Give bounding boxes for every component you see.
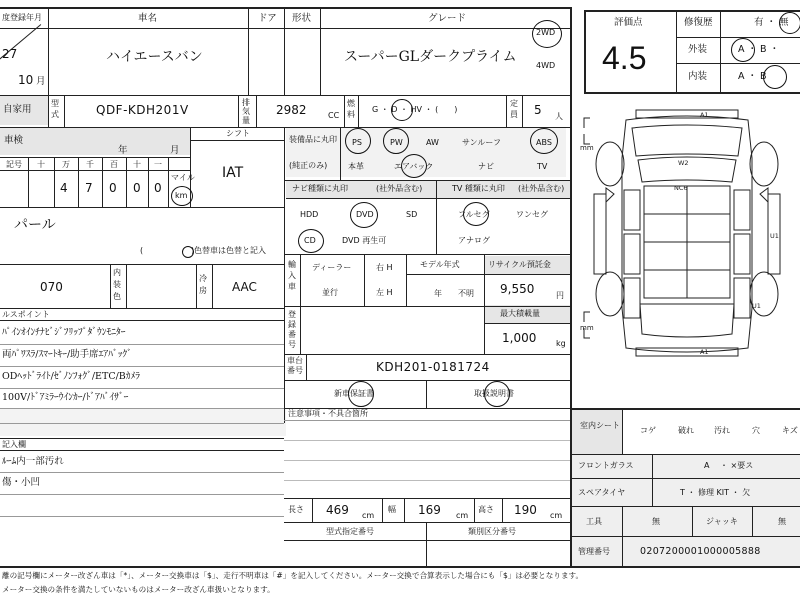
sales-line-1: ﾊﾟｲﾝｵｲﾝﾁﾅﾋﾞｼﾞﾌﾘｯﾌﾟﾀﾞｳﾝﾓﾆﾀｰ	[2, 327, 126, 338]
reg-month-unit: 月	[36, 76, 46, 87]
fuel-label: 燃料	[347, 99, 355, 119]
fuel-options: G ・ D ・ HV ・ ( )	[372, 105, 458, 114]
footer-note-2: メーター交換の条件を満たしていないものはメーター改ざん車扱いとなります。	[2, 585, 275, 594]
pw-circle	[383, 128, 409, 154]
mileage-col-2: 万	[62, 160, 70, 169]
max-load-unit: kg	[556, 339, 566, 348]
import-left-h: 左 H	[376, 288, 393, 297]
interior-color-label: 内装色	[113, 268, 121, 301]
inspection-month-unit: 月	[170, 145, 180, 156]
mileage-digit-5: 0	[154, 181, 162, 195]
tv-type-sub: (社外品含む)	[518, 184, 565, 193]
height-label: 高さ	[478, 505, 494, 514]
score-value: 4.5	[602, 40, 647, 76]
length-value: 469	[326, 503, 349, 517]
width-label: 幅	[388, 505, 396, 514]
dvd-circle	[350, 202, 378, 228]
warranty-circle	[348, 381, 374, 407]
interior-label: 内装	[688, 71, 708, 82]
height-unit: cm	[550, 511, 563, 520]
grade-value: スーパーGLダークプライム	[344, 49, 517, 65]
room-yogore: 汚れ	[714, 426, 730, 435]
exterior-circle	[731, 38, 755, 62]
max-load-label: 最大積載量	[500, 309, 540, 318]
room-seat-label: 室内シート	[580, 421, 620, 430]
equip-leather: 本革	[348, 162, 364, 171]
door-label: ドア	[258, 13, 277, 24]
displacement-label: 排気量	[242, 98, 250, 125]
caution-label: 注意事項・不具合箇所	[288, 409, 368, 418]
recycle-label: リサイクル預託金	[488, 260, 551, 269]
reg-no-label: 登録番号	[288, 310, 296, 349]
shift-value: IAT	[222, 165, 244, 181]
fullseg-circle	[463, 202, 489, 226]
mm-label-top: mm	[580, 144, 594, 152]
shift-label: シフト	[226, 129, 250, 138]
reg-year-label: 度登録年月	[2, 13, 42, 22]
notes-line-2: 傷・小凹	[2, 477, 41, 488]
model-label: 型式	[51, 99, 59, 119]
displacement-value: 2982	[276, 103, 307, 117]
mileage-col-4: 百	[110, 160, 118, 169]
airbag-circle	[401, 154, 427, 178]
tools-bg	[572, 506, 800, 536]
repair-label: 修復歴	[684, 17, 713, 28]
drive-4wd: 4WD	[536, 61, 556, 70]
equipment-sublabel: (純正のみ)	[289, 161, 328, 170]
cd-circle	[298, 229, 324, 253]
equip-pw: PW	[390, 138, 403, 147]
import-label: 輸入車	[288, 260, 296, 291]
tools-value: 無	[652, 517, 660, 526]
capacity-unit: 人	[555, 112, 563, 121]
fuel-circle	[391, 99, 413, 121]
sales-line-3: ODﾍｯﾄﾞﾗｲﾄ/ｾﾞﾉﾝﾌｫｸﾞ/ETC/Bｶﾒﾗ	[2, 371, 141, 382]
inspection-cell-bg	[0, 127, 190, 155]
equip-tv: TV	[537, 162, 548, 171]
model-year-unknown: 不明	[458, 289, 474, 298]
windshield-options: A ・ ×要ス	[704, 461, 754, 470]
room-kizu: キズ	[782, 426, 798, 435]
car-name-label: 車名	[138, 13, 158, 24]
drive-2wd: 2WD	[536, 28, 556, 37]
car-name-value: ハイエースバン	[106, 49, 203, 65]
use-value: 自家用	[3, 104, 32, 115]
navi-hdd: HDD	[300, 210, 319, 219]
sales-points-label: ルスポイント	[2, 310, 50, 319]
chassis-value: KDH201-0181724	[376, 360, 490, 374]
notes-line-1: ﾙｰﾑ内一部汚れ	[2, 456, 64, 467]
damage-mark-a1-rear: A1	[700, 348, 709, 356]
mm-label-bottom: mm	[580, 324, 594, 332]
equip-ps: PS	[352, 138, 362, 147]
jack-value: 無	[778, 517, 786, 526]
equip-sunroof: サンルーフ	[462, 138, 501, 147]
mileage-digit-2: 7	[85, 181, 93, 195]
equip-navi: ナビ	[478, 162, 494, 171]
sales-lines-bg	[0, 408, 286, 436]
mileage-digit-1: 4	[60, 181, 68, 195]
equip-abs: ABS	[536, 138, 552, 147]
type-no-label: 型式指定番号	[326, 527, 374, 536]
aircon-value: AAC	[232, 280, 257, 294]
reg-month-value: 10	[18, 73, 34, 87]
repair-options: 有 ・ 無	[754, 17, 789, 28]
width-unit: cm	[456, 511, 469, 520]
interior-circle	[763, 65, 787, 89]
mileage-digit-4: 0	[133, 181, 141, 195]
room-yabure: 破れ	[678, 426, 694, 435]
mileage-col-1: 十	[37, 160, 45, 169]
inspection-label: 車検	[4, 135, 24, 146]
manual-circle	[484, 381, 510, 407]
length-unit: cm	[362, 511, 375, 520]
inspection-year-unit: 年	[118, 145, 128, 156]
repair-circle	[779, 12, 800, 34]
max-load-value: 1,000	[502, 331, 537, 345]
mileage-col-6: 一	[154, 160, 162, 169]
model-year-label: モデル年式	[420, 260, 460, 269]
km-circle	[171, 186, 193, 206]
navi-sd: SD	[406, 210, 418, 219]
mileage-col-3: 千	[86, 160, 94, 169]
capacity-label: 定員	[510, 99, 518, 119]
model-value: QDF-KDH201V	[96, 103, 189, 117]
exterior-label: 外装	[688, 44, 708, 55]
color-paren: ( )	[140, 246, 195, 255]
grade-label: グレード	[428, 13, 467, 24]
spare-tire-label: スペアタイヤ	[578, 488, 626, 497]
sales-line-2: 両ﾊﾟﾜｽﾗ/ｽﾏｰﾄｷｰ/助手席ｴｱﾊﾞｯｸﾞ	[2, 349, 132, 360]
class-no-label: 類別区分番号	[468, 527, 516, 536]
sales-line-4: 100V/ﾄﾞｱﾐﾗｰｳｲﾝｶｰ/ﾄﾞｱﾊﾞｲｻﾞｰ	[2, 392, 129, 403]
reg-year-value: 27	[2, 47, 18, 61]
width-value: 169	[418, 503, 441, 517]
color-paren-circle	[182, 246, 194, 258]
damage-mark-a1-front: A1	[700, 111, 709, 119]
color-no: 070	[40, 280, 63, 294]
room-ana: 穴	[752, 426, 760, 435]
mileage-digit-3: 0	[109, 181, 117, 195]
navi-type-sub: (社外品含む)	[376, 184, 423, 193]
jack-label: ジャッキ	[706, 517, 738, 526]
capacity-value: 5	[534, 103, 542, 117]
aircon-label: 冷房	[199, 274, 207, 295]
abs-circle	[530, 128, 558, 154]
mile-label: マイル	[171, 173, 195, 182]
chassis-label: 車台番号	[287, 356, 303, 375]
navi-cd: CD	[304, 236, 316, 245]
navi-dvd: DVD	[356, 210, 374, 219]
recycle-unit: 円	[556, 291, 564, 300]
mgmt-label: 管理番号	[578, 547, 610, 556]
damage-mark-w2: W2	[678, 159, 689, 167]
mileage-col-0: 記号	[6, 160, 22, 169]
equip-aw: AW	[426, 138, 439, 147]
navi-dvd-play: DVD 再生可	[342, 236, 387, 245]
car-damage-diagram	[574, 98, 800, 406]
equipment-label: 装備品に丸印	[289, 135, 337, 144]
cc-label: CC	[328, 111, 340, 120]
tv-analog: アナログ	[458, 236, 490, 245]
tv-type-label: TV 種類に丸印	[452, 184, 505, 193]
mgmt-number: 0207200001000005888	[640, 546, 761, 557]
room-label-bg	[572, 410, 622, 454]
color-value: パール	[14, 217, 56, 233]
height-value: 190	[514, 503, 537, 517]
ps-circle	[345, 128, 371, 154]
interior-options: A ・ B	[738, 71, 767, 82]
tools-label: 工具	[586, 517, 602, 526]
exterior-options: A ・ B ・	[738, 44, 780, 55]
import-dealer: ディーラー	[312, 263, 352, 272]
recycle-amount: 9,550	[500, 282, 535, 296]
damage-mark-u1-right: U1	[770, 232, 779, 240]
damage-mark-u1-rear: U1	[752, 302, 761, 310]
mileage-col-5: 十	[133, 160, 141, 169]
tv-oneseg: ワンセグ	[516, 210, 548, 219]
warranty-label: 新車保証書	[334, 389, 374, 398]
score-label: 評価点	[614, 17, 643, 28]
shape-label: 形状	[292, 13, 312, 24]
tv-fullseg: フルセグ	[458, 210, 490, 219]
equip-airbag: エアバック	[394, 162, 434, 171]
room-koge: コゲ	[640, 426, 656, 435]
navi-type-label: ナビ種類に丸印	[292, 184, 348, 193]
footer-note-1: 離の記号欄にメーター改ざん車は「*」、メーター交換車は「$」、走行不明車は「#」を記入してください。メーター交換で合算表示した場合にも「$」は必要となります。	[2, 571, 584, 580]
manual-label: 取扱説明書	[474, 389, 514, 398]
notes-entry-label: 記入欄	[2, 440, 26, 449]
color-note: 色替車は色替と記入	[194, 246, 266, 255]
length-label: 長さ	[288, 505, 304, 514]
import-right-h: 右 H	[376, 263, 393, 272]
damage-mark-nc6: NC6	[674, 184, 688, 192]
windshield-label: フロントガラス	[578, 461, 634, 470]
model-year-unit: 年	[434, 289, 442, 298]
spare-tire-options: T ・ 修理 KIT ・ 欠	[680, 488, 751, 497]
import-parallel: 並行	[322, 288, 338, 297]
km-label: km	[175, 191, 188, 200]
